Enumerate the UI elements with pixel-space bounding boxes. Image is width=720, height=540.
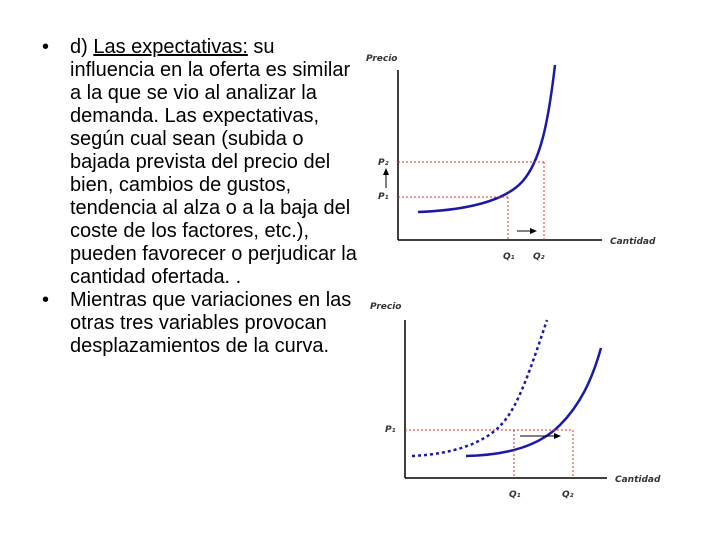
bullet2-body: Mientras que variaciones en las otras tres variables provocan desplazamientos de la curva. xyxy=(70,289,352,357)
bottom-q1-label: Q₁ xyxy=(509,490,521,500)
bottom-q2-label: Q₂ xyxy=(562,490,574,500)
top-p2-label: P₂ xyxy=(378,158,389,168)
top-y-axis-label: Precio xyxy=(366,54,398,64)
bullet-marker: • xyxy=(42,289,50,311)
bullet1-prefix: d) xyxy=(70,36,94,58)
bullet-marker: • xyxy=(42,36,50,58)
bottom-shift-arrowhead xyxy=(554,433,561,439)
bottom-y-axis-label: Precio xyxy=(370,302,402,312)
bottom-x-axis-label: Cantidad xyxy=(615,475,661,485)
bullet1-body: su influencia en la oferta es similar a la que se vio al analizar la demanda. Las expectativas, según cual sean (subida o bajada prevista del precio del bien, cambios de gustos, tendencia al alza o a la baja del coste de los factores, etc.), pueden favorecer o perjudicar la cantidad ofertada. . xyxy=(70,36,357,288)
top-q1-label: Q₁ xyxy=(503,252,515,262)
bottom-shifted-supply-curve xyxy=(466,348,601,456)
top-p1-label: P₁ xyxy=(378,192,389,202)
top-q2-label: Q₂ xyxy=(533,252,545,262)
bullet1-heading: Las expectativas: xyxy=(93,36,248,58)
top-x-axis-label: Cantidad xyxy=(610,237,656,247)
bottom-p1-label: P₁ xyxy=(385,425,396,435)
